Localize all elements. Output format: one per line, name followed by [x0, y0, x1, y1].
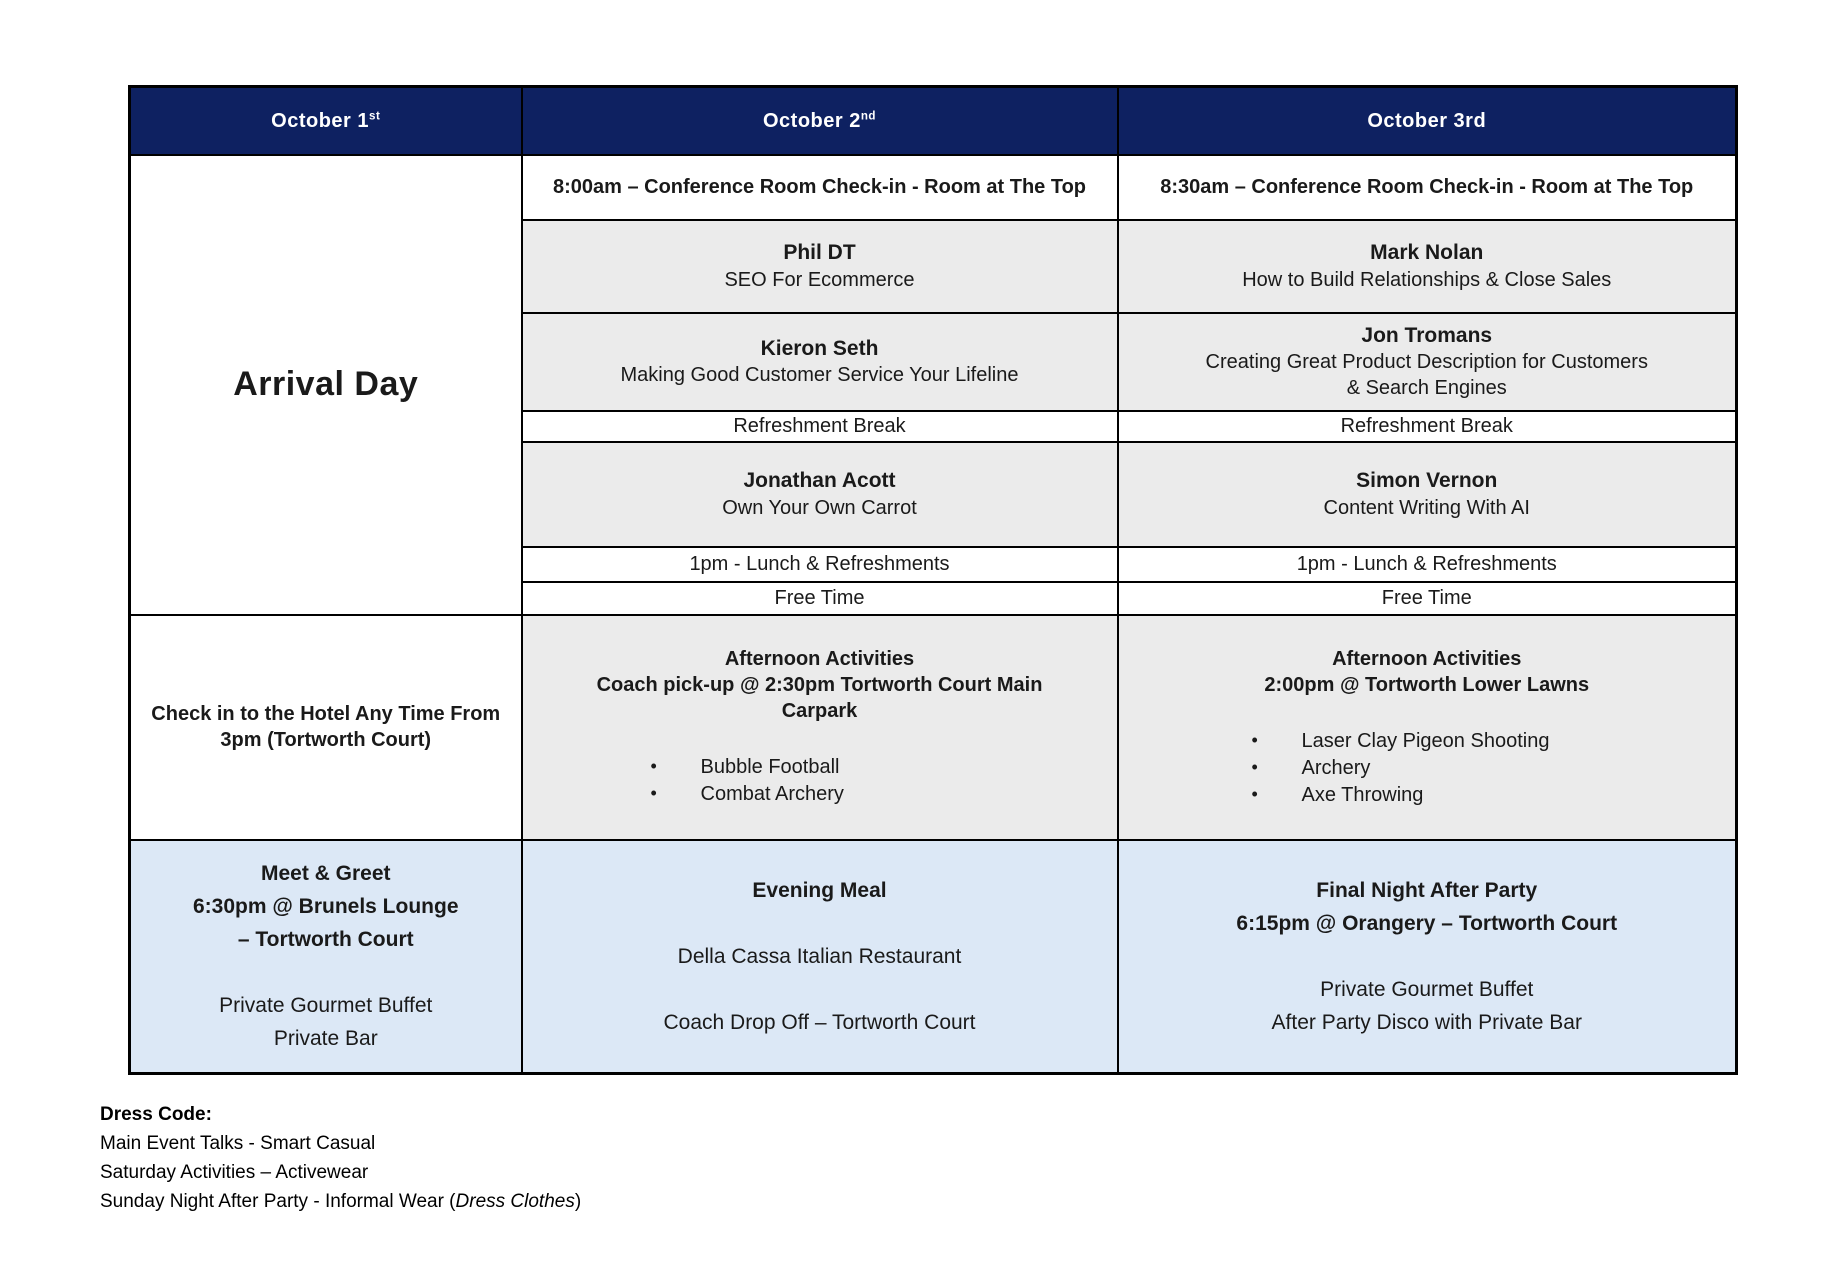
cell-day3-checkin: 8:30am – Conference Room Check-in - Room at The Top	[1118, 155, 1737, 220]
cell-day3-free-time: Free Time	[1118, 582, 1737, 615]
day2-afternoon-heading1: Afternoon Activities	[724, 648, 915, 670]
day2-evening-detail-1: Della Cassa Italian Restaurant	[677, 944, 962, 968]
row-evening	[130, 840, 1737, 1074]
header-october-3	[1118, 87, 1737, 155]
day2-talk3-title: Own Your Own Carrot	[722, 496, 917, 519]
cell-day3-lunch: 1pm - Lunch & Refreshments	[1118, 547, 1737, 582]
day3-evening-detail-1: Private Gourmet Buffet	[1320, 977, 1534, 1001]
day1-evening-title: Meet & Greet	[260, 862, 391, 886]
bullet-icon: •	[650, 783, 657, 803]
day3-afternoon-heading2: 2:00pm @ Tortworth Lower Lawns	[1264, 673, 1590, 696]
day3-evening-title: Final Night After Party	[1316, 878, 1538, 902]
bullet-icon: •	[650, 756, 657, 776]
day1-evening-time-venue: 6:30pm @ Brunels Lounge	[192, 895, 459, 919]
day3-talk2-title-line2: & Search Engines	[1346, 377, 1507, 400]
cell-day2-free-time: Free Time	[522, 582, 1118, 615]
cell-day3-afternoon	[1118, 615, 1737, 840]
day3-evening-time-venue: 6:15pm @ Orangery – Tortworth Court	[1236, 911, 1618, 935]
dress-code-line-2: Saturday Activities – Activewear	[100, 1162, 369, 1183]
header-october-1	[130, 87, 522, 155]
cell-day3-talk2	[1118, 313, 1737, 411]
day2-talk1-speaker: Phil DT	[783, 241, 856, 265]
day2-activity-2: Combat Archery	[700, 783, 844, 805]
dress-code-line-3-italic: Dress Clothes	[455, 1191, 575, 1212]
cell-day2-afternoon	[522, 615, 1118, 840]
arrival-day-label: Arrival Day	[233, 365, 419, 404]
list-item	[1232, 755, 1718, 782]
day1-evening-detail-1: Private Gourmet Buffet	[219, 994, 433, 1018]
day3-activity-2: Archery	[1301, 756, 1371, 779]
day2-activity-list	[631, 754, 1099, 808]
cell-day2-lunch: 1pm - Lunch & Refreshments	[522, 547, 1118, 582]
cell-day2-checkin: 8:00am – Conference Room Check-in - Room at The Top	[522, 155, 1118, 220]
day3-activity-list	[1232, 728, 1718, 809]
cell-day2-talk1	[522, 220, 1118, 313]
day3-talk2-speaker: Jon Tromans	[1361, 323, 1493, 347]
day3-activity-3: Axe Throwing	[1301, 783, 1424, 806]
dress-code-line-3	[100, 1187, 581, 1216]
dress-code-line-3-pre: Sunday Night After Party - Informal Wear (	[100, 1191, 456, 1212]
cell-day3-evening	[1118, 840, 1737, 1074]
cell-day2-break: Refreshment Break	[522, 411, 1118, 442]
dress-code-line-3-post: )	[574, 1191, 582, 1212]
list-item	[1232, 728, 1718, 755]
row-conference-checkin	[130, 155, 1737, 220]
day3-talk2-title-line1: Creating Great Product Description for Customers	[1205, 351, 1648, 374]
cell-day2-evening	[522, 840, 1118, 1074]
day2-evening-title: Evening Meal	[752, 878, 887, 902]
day2-talk3-speaker: Jonathan Acott	[743, 469, 896, 493]
bullet-icon: •	[1251, 729, 1258, 750]
dress-code-title: Dress Code:	[100, 1104, 212, 1125]
day2-talk1-title: SEO For Ecommerce	[724, 268, 915, 291]
day2-talk2-title: Making Good Customer Service Your Lifeline	[620, 364, 1019, 387]
header-october-1-suffix: st	[369, 109, 381, 123]
day3-talk1-title: How to Build Relationships & Close Sales	[1242, 268, 1612, 291]
day2-talk2-speaker: Kieron Seth	[760, 336, 879, 360]
day2-evening-detail-2: Coach Drop Off – Tortworth Court	[663, 1010, 976, 1034]
cell-day3-talk3	[1118, 442, 1737, 547]
header-october-2-text: October 2	[762, 109, 861, 132]
cell-day1-hotel-checkin: Check in to the Hotel Any Time From 3pm (Tortworth Court)	[130, 615, 522, 840]
day1-evening-venue2: – Tortworth Court	[237, 928, 414, 952]
day3-talk3-speaker: Simon Vernon	[1356, 469, 1498, 493]
list-item	[631, 754, 1099, 781]
header-october-2-suffix: nd	[860, 109, 877, 123]
cell-day1-evening	[130, 840, 522, 1074]
cell-day2-talk2	[522, 313, 1118, 411]
day3-talk1-speaker: Mark Nolan	[1370, 241, 1484, 265]
cell-arrival-day	[130, 155, 522, 615]
list-item	[631, 781, 1099, 808]
day3-afternoon-heading1: Afternoon Activities	[1332, 647, 1522, 670]
day2-activity-1: Bubble Football	[700, 756, 840, 778]
header-october-3-text: October 3rd	[1367, 109, 1487, 132]
dress-code-note	[100, 1100, 581, 1216]
header-row	[130, 87, 1737, 155]
day2-afternoon-heading2: Coach pick-up @ 2:30pm Tortworth Court Main	[596, 674, 1043, 696]
schedule-table	[128, 85, 1738, 1075]
list-item	[1232, 782, 1718, 809]
row-afternoon	[130, 615, 1737, 840]
day1-evening-detail-2: Private Bar	[273, 1027, 378, 1051]
bullet-icon: •	[1251, 756, 1258, 777]
day2-afternoon-heading3: Carpark	[781, 700, 858, 722]
cell-day2-talk3	[522, 442, 1118, 547]
day3-evening-detail-2: After Party Disco with Private Bar	[1271, 1010, 1582, 1034]
bullet-icon: •	[1251, 783, 1258, 804]
cell-day3-break: Refreshment Break	[1118, 411, 1737, 442]
header-october-2	[522, 87, 1118, 155]
day3-talk3-title: Content Writing With AI	[1323, 496, 1530, 519]
dress-code-line-1: Main Event Talks - Smart Casual	[100, 1133, 376, 1154]
day3-activity-1: Laser Clay Pigeon Shooting	[1301, 729, 1550, 752]
header-october-1-text: October 1	[271, 109, 370, 132]
cell-day3-talk1	[1118, 220, 1737, 313]
